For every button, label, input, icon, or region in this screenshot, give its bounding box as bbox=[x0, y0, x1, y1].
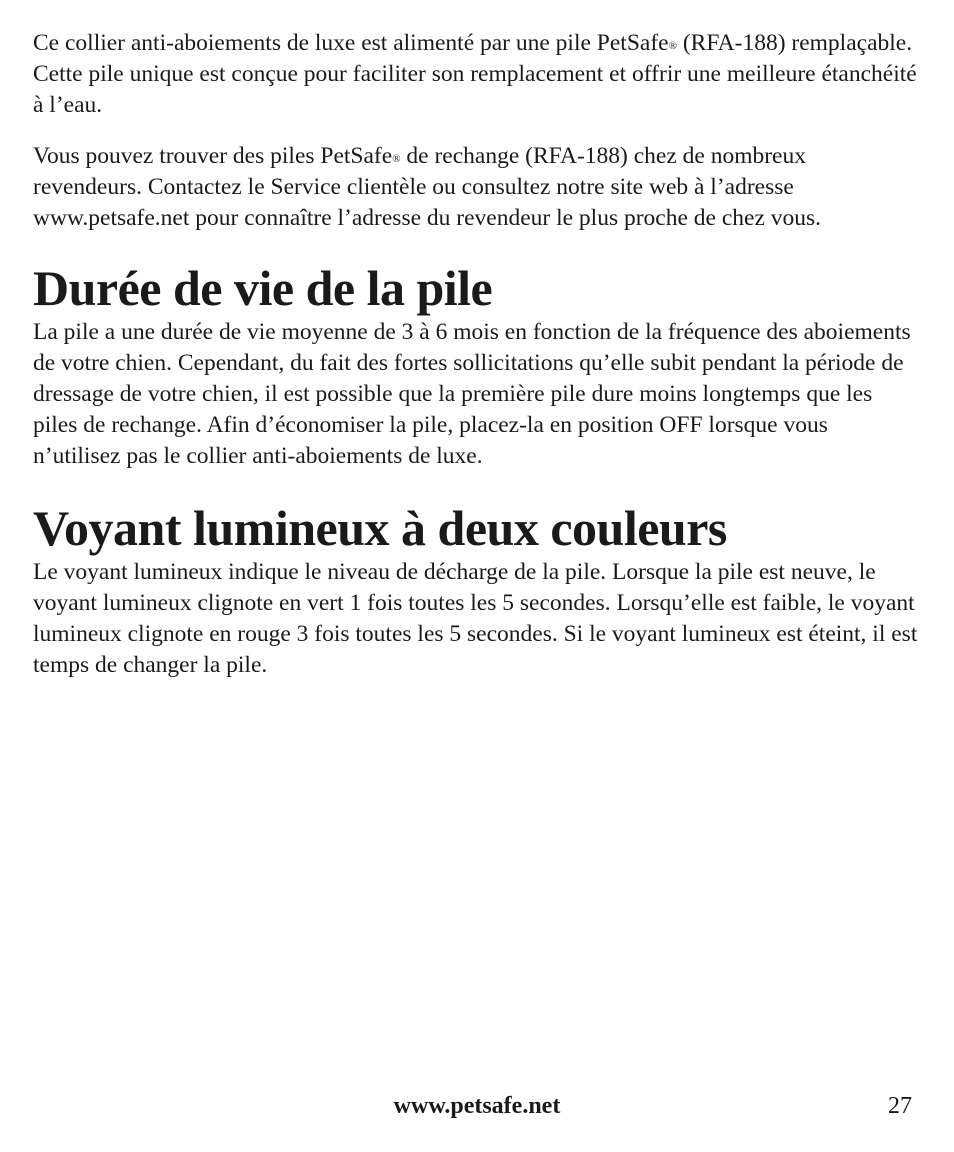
intro-text-part: Vous pouvez trouver des piles PetSafe bbox=[33, 143, 393, 169]
footer-url: www.petsafe.net bbox=[393, 1093, 561, 1119]
page-number: 27 bbox=[888, 1093, 912, 1119]
registered-mark: ® bbox=[668, 40, 677, 52]
registered-mark: ® bbox=[392, 153, 401, 165]
intro-text-part: de rechange (RFA-188) chez de nombreux revendeurs. Contactez le Service clientèle ou consultez notre site web à l’adresse www.petsafe.net pour connaître l’adresse du revendeur le plus proche de chez vous. bbox=[33, 143, 822, 231]
section-heading-battery-life: Durée de vie de la pile bbox=[33, 260, 493, 316]
section-paragraph-battery-life: La pile a une durée de vie moyenne de 3 à 6 mois en fonction de la fréquence des aboiements de votre chien. Cependant, du fait des fortes sollicitations qu’elle subit pendant la période de dressage de votre chien, il est possible que la première pile dure moins longtemps que les piles de rechange. Afin d’économiser la pile, placez-la en position OFF lorsque vous n’utilisez pas le collier anti-aboiements de luxe. bbox=[33, 319, 911, 469]
intro-paragraph-retailers bbox=[33, 141, 918, 234]
intro-text-part: Ce collier anti-aboiements de luxe est alimenté par une pile PetSafe bbox=[33, 30, 669, 56]
intro-text-part: (RFA-188) remplaçable. Cette pile unique est conçue pour faciliter son remplacement et offrir une meilleure étanchéité à l’eau. bbox=[33, 30, 917, 118]
section-paragraph-indicator-light: Le voyant lumineux indique le niveau de décharge de la pile. Lorsque la pile est neuve, le voyant lumineux clignote en vert 1 fois toutes les 5 secondes. Lorsqu’elle est faible, le voyant lumineux clignote en rouge 3 fois toutes les 5 secondes. Si le voyant lumineux est éteint, il est temps de changer la pile. bbox=[33, 559, 918, 678]
intro-paragraph-battery bbox=[33, 28, 918, 121]
page-content bbox=[33, 28, 918, 681]
section-heading-indicator-light: Voyant lumineux à deux couleurs bbox=[33, 500, 727, 556]
